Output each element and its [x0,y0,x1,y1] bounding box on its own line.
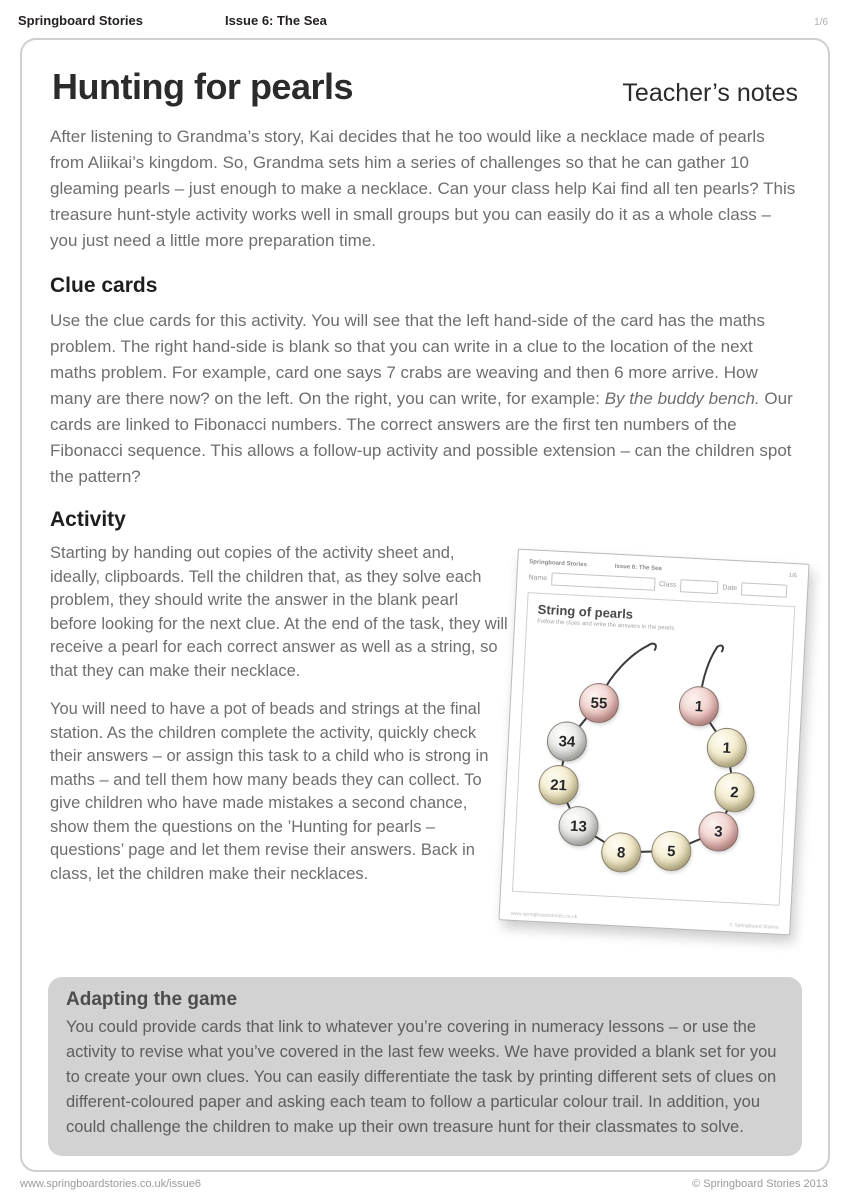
clue-cards-paragraph [50,308,800,490]
pearl-5: 5 [650,830,692,872]
intro-paragraph: After listening to Grandma’s story, Kai decides that he too would like a necklace made of pearls from Aliikai’s kingdom. So, Grandma sets him a series of challenges so that he can gather 10 gleaming pearls – just enough to make a necklace. Can your class help Kai find all ten pearls? This treasure hunt-style activity works well in small groups but you can easily do it as a whole class – you just need a little more preparation time. [50,127,796,250]
worksheet-title: String of pearls [537,601,634,622]
adapting-heading: Adapting the game [66,989,238,1010]
date-field-box [741,582,788,597]
pearl-1-first: 1 [678,685,720,727]
pearl-3: 3 [697,810,739,852]
worksheet-footer-left: www.springboardstories.co.uk [510,910,578,921]
activity-heading: Activity [50,508,126,531]
page-footer [20,1178,828,1190]
clue-cards-heading: Clue cards [50,274,158,297]
worksheet-thumbnail-area [508,542,800,931]
pearl-21: 21 [538,764,580,806]
activity-paragraph-2: You will need to have a pot of beads and strings at the final station. As the children complete the activity, quickly check their answers – or assign this task to a child who is strong in maths – and tell them how many beads they can collect. To give children who have made mistakes a second chance, show them the questions on the ’Hunting for pearls – questions’ page and let them revise their answers. Back in class, let the children make their necklaces. [50,700,489,883]
adapting-paragraph: You could provide cards that link to whatever you’re covering in numeracy lessons – or use the activity to revise what you’ve covered in the last few weeks. We have provided a blank set for you to create your own clues. You can easily differentiate the task by printing different sets of clues on different-coloured paper and asking each team to follow a particular colour trail. In addition, you could challenge the children to make up their own treasure hunt for their classmates to solve. [66,1018,777,1136]
pearl-2: 2 [713,771,755,813]
page-title: Hunting for pearls [52,66,354,107]
pearl-34: 34 [546,720,588,762]
footer-copyright: © Springboard Stories 2013 [692,1178,828,1190]
issue-text: Issue 6: The Sea [224,13,327,28]
pearl-13: 13 [557,805,599,847]
worksheet-thumbnail [498,549,809,936]
class-label: Class [658,581,677,589]
page-header [0,0,850,28]
activity-section [50,542,800,931]
pearl-necklace-diagram [518,631,791,894]
name-field-box [551,572,656,590]
pearl-55: 55 [578,682,620,724]
page-subtitle: Teacher’s notes [622,79,798,107]
worksheet-content [512,592,795,906]
pearl-8: 8 [600,831,642,873]
clue-cards-italic-text: By the buddy bench. [604,389,760,408]
brand-text: Springboard Stories [18,13,143,28]
document-body [20,38,830,1172]
title-row [52,66,798,108]
activity-text-column [50,542,508,928]
adapting-the-game-box [48,977,802,1156]
worksheet-page-mark: 1/6 [788,572,798,580]
clue-cards-text-1: Use the clue cards for this activity. You will see that the left hand-side of the card has the maths problem. The right hand-side is blank so that you can write in a clue to the location of the next maths problem. For example, card one says 7 crabs are weaving and then 6 more arrive. How many are there now? on the left. On the right, you can write, for example: [50,311,766,408]
class-field-box [680,579,719,594]
footer-url[interactable]: www.springboardstories.co.uk/issue6 [20,1178,201,1190]
name-label: Name [528,574,548,583]
date-label: Date [722,584,738,593]
pearl-1-second: 1 [706,727,748,769]
worksheet-brand-text: Springboard Stories [529,559,588,569]
worksheet-footer-right: © Springboard Stories [729,922,779,931]
worksheet-subtitle: Follow the clues and write the answers in the pearls [536,618,675,632]
worksheet-footer [511,911,779,931]
worksheet-issue-text: Issue 6: The Sea [614,563,662,573]
activity-paragraph-1: Starting by handing out copies of the activity sheet and, ideally, clipboards. Tell the children that, as they solve each problem, they should write the answer in the blank pearl before looking for the next clue. At the end of the task, they will receive a pearl for each correct answer as well as a string, so that they can make their necklace. [50,544,508,680]
page-number: 1/6 [814,17,828,28]
clue-cards-text-2: Our cards are linked to Fibonacci numbers. The correct answers are the first ten numbers of the Fibonacci sequence. This allows a follow-up activity and possible extension – can the children spot the pattern? [50,389,793,486]
